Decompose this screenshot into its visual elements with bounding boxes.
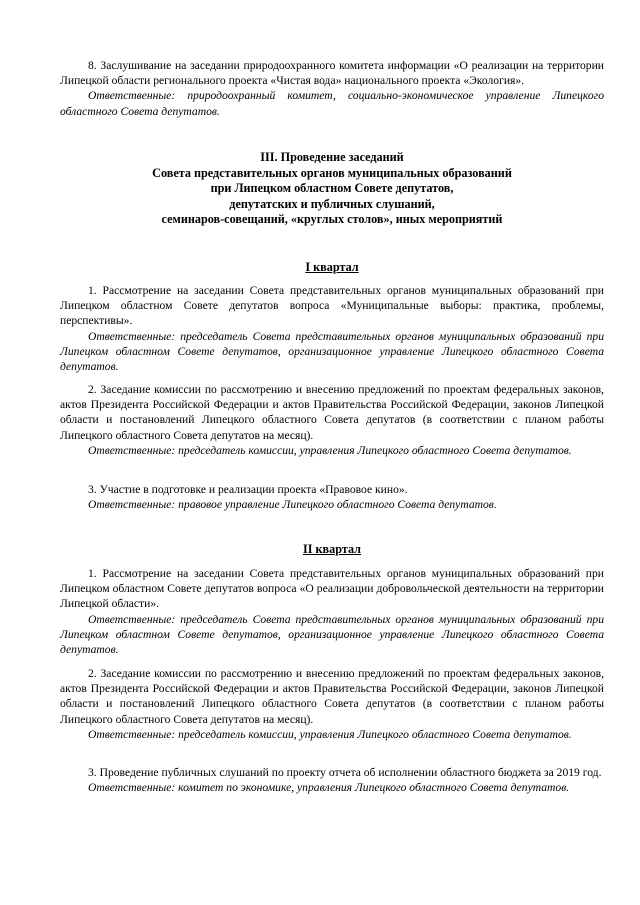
q2-item-3 — [60, 765, 604, 795]
q1-item-3-responsible: Ответственные: правовое управление Липецкого областного Совета депутатов. — [88, 498, 497, 512]
section-heading-line-1: III. Проведение заседаний — [260, 150, 404, 164]
section-heading-line-3: при Липецком областном Совете депутатов, — [210, 181, 454, 195]
item-8 — [60, 58, 604, 119]
q1-item-2 — [60, 382, 604, 458]
q2-item-1 — [60, 566, 604, 657]
q2-item-3-responsible: Ответственные: комитет по экономике, управления Липецкого областного Совета депутатов. — [88, 781, 570, 795]
q1-item-1 — [60, 283, 604, 374]
quarter-2-title: II квартал — [302, 542, 362, 556]
q1-item-2-responsible: Ответственные: председатель комиссии, управления Липецкого областного Совета депутатов. — [88, 443, 572, 457]
item-8-text: 8. Заслушивание на заседании природоохранного комитета информации «О реализации на территории Липецкой области регионального проекта «Чистая вода» национального проекта «Экология». — [60, 59, 604, 88]
section-heading-line-2: Совета представительных органов муниципальных образований — [152, 165, 512, 180]
q1-item-1-text: 1. Рассмотрение на заседании Совета представительных органов муниципальных образований при Липецком областном Совете депутатов вопроса «Муниципальные выборы: практика, проблемы, перспективы». — [60, 284, 604, 328]
q1-item-3-text: 3. Участие в подготовке и реализации проекта «Правовое кино». — [88, 483, 408, 496]
q2-item-2 — [60, 666, 604, 742]
q1-item-3 — [60, 482, 604, 512]
section-heading — [60, 150, 604, 228]
item-8-responsible: Ответственные: природоохранный комитет, социально-экономическое управление Липецкого областного Совета депутатов. — [60, 89, 604, 118]
q1-item-1-responsible: Ответственные: председатель Совета представительных органов муниципальных образований при Липецком областном Совете депутатов, организационное управление Липецкого областного Совета депутатов. — [60, 329, 604, 374]
section-heading-line-5: семинаров-совещаний, «круглых столов», иных мероприятий — [161, 212, 503, 226]
q2-item-1-responsible: Ответственные: председатель Совета представительных органов муниципальных образований при Липецком областном Совете депутатов, организационное управление Липецкого областного Совета депутатов. — [60, 612, 604, 657]
q1-item-2-text: 2. Заседание комиссии по рассмотрению и внесению предложений по проектам федеральных законов, актов Президента Российской Федерации и актов Правительства Российской Федерации, законов Липецкой области и постановлений Липецкого областного Совета депутатов (в соответствии с планом работы Липецкого областного Совета депутатов на месяц). — [60, 383, 604, 442]
q2-item-2-responsible: Ответственные: председатель комиссии, управления Липецкого областного Совета депутатов. — [88, 727, 572, 741]
quarter-1-title: I квартал — [305, 260, 359, 274]
q2-item-2-text: 2. Заседание комиссии по рассмотрению и внесению предложений по проектам федеральных законов, актов Президента Российской Федерации и актов Правительства Российской Федерации, законов Липецкой области и постановлений Липецкого областного Совета депутатов (в соответствии с планом работы Липецкого областного Совета депутатов на месяц). — [60, 667, 604, 726]
q2-item-3-text: 3. Проведение публичных слушаний по проекту отчета об исполнении областного бюджета за 2019 год. — [88, 766, 602, 779]
q2-item-1-text: 1. Рассмотрение на заседании Совета представительных органов муниципальных образований при Липецком областном Совете депутатов вопроса «О реализации добровольческой деятельности на территории Липецкой области». — [60, 567, 604, 611]
section-heading-line-4: депутатских и публичных слушаний, — [229, 196, 435, 211]
